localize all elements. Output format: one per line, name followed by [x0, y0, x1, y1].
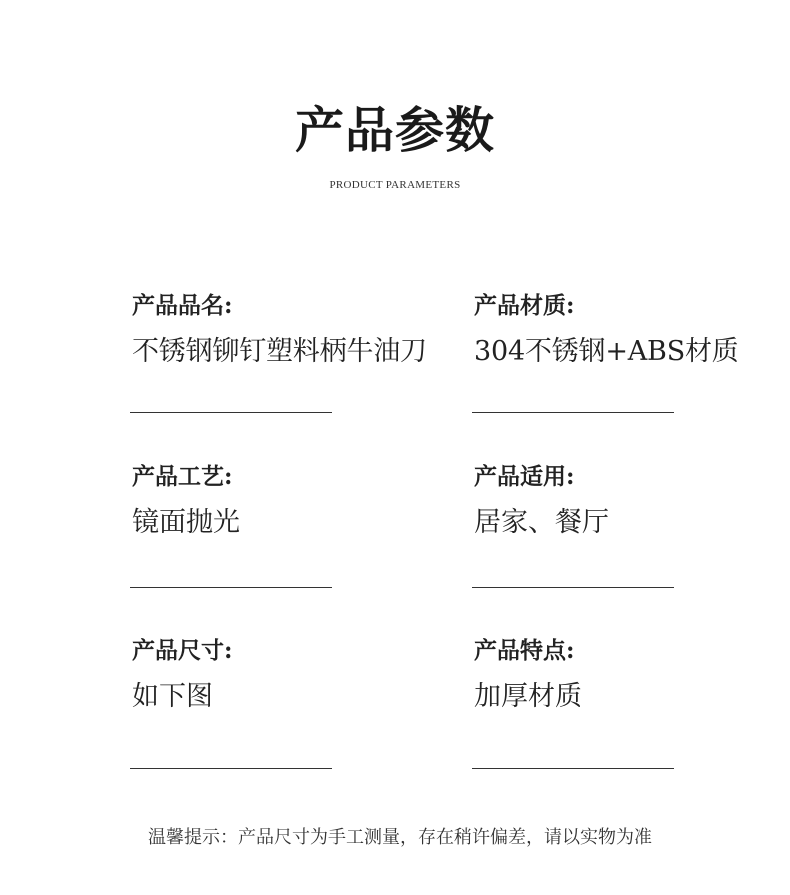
param-value: 304不锈钢+ABS材质	[474, 336, 739, 367]
param-label: 产品材质:	[474, 292, 575, 319]
divider-line	[472, 587, 674, 588]
param-label: 产品工艺:	[132, 463, 233, 490]
param-value: 如下图	[132, 681, 213, 712]
page-title: 产品参数	[294, 101, 495, 159]
page-subtitle: PRODUCT PARAMETERS	[329, 179, 461, 191]
param-value: 不锈钢铆钉塑料柄牛油刀	[132, 336, 427, 367]
param-value: 加厚材质	[474, 681, 582, 712]
param-label: 产品品名:	[132, 292, 233, 319]
param-label: 产品特点:	[474, 637, 575, 664]
divider-line	[130, 768, 332, 769]
measurement-note: 温馨提示：产品尺寸为手工测量，存在稍许偏差，请以实物为准	[148, 827, 652, 848]
param-label: 产品适用:	[474, 463, 575, 490]
divider-line	[130, 587, 332, 588]
divider-line	[472, 412, 674, 413]
param-value: 居家、餐厅	[474, 507, 609, 538]
param-value: 镜面抛光	[132, 507, 240, 538]
divider-line	[472, 768, 674, 769]
param-label: 产品尺寸:	[132, 637, 233, 664]
divider-line	[130, 412, 332, 413]
